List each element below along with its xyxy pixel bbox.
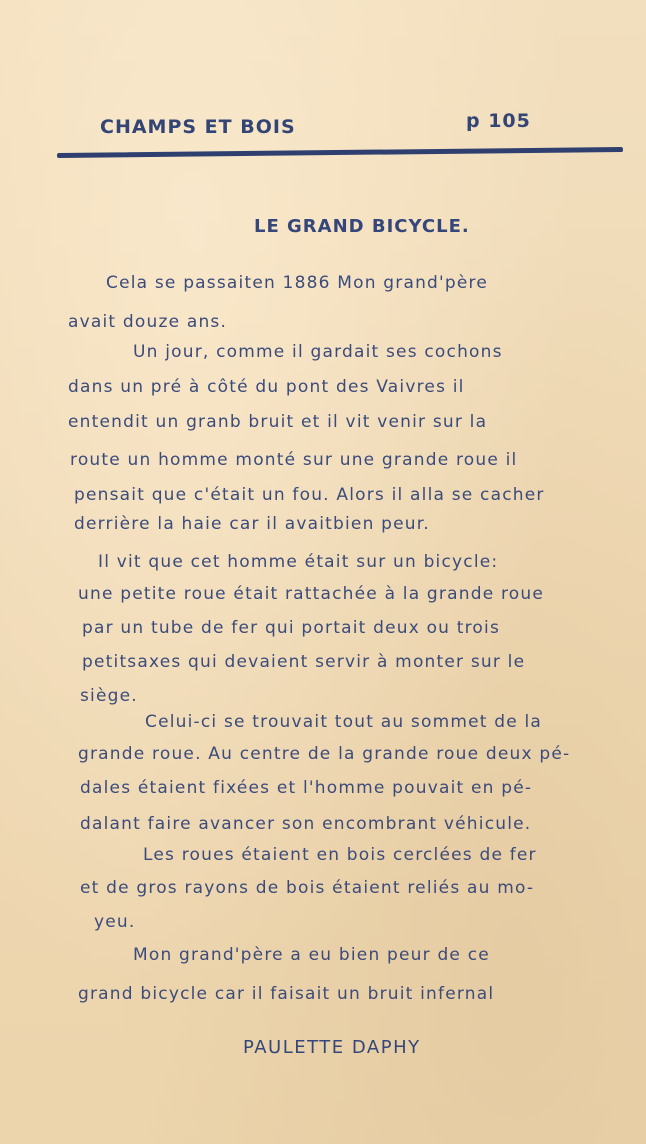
body-line: grande roue. Au centre de la grande roue deux pé- [78, 744, 571, 764]
body-line: siège. [80, 686, 138, 706]
body-line: petitsaxes qui devaient servir à monter sur le [82, 652, 526, 672]
body-line: yeu. [94, 912, 136, 932]
body-line: Celui-ci se trouvait tout au sommet de la [145, 712, 543, 732]
body-line: une petite roue était rattachée à la grande roue [78, 584, 545, 604]
body-line: entendit un granb bruit et il vit venir sur la [68, 412, 488, 432]
body-line: route un homme monté sur une grande roue il [70, 450, 518, 470]
body-line: dalant faire avancer son encombrant véhicule. [80, 814, 532, 834]
body-line: Un jour, comme il gardait ses cochons [133, 342, 503, 362]
body-line: derrière la haie car il avaitbien peur. [74, 514, 431, 534]
body-line: Mon grand'père a eu bien peur de ce [133, 945, 490, 965]
body-line: dans un pré à côté du pont des Vaivres il [68, 377, 465, 397]
author-signature: PAULETTE DAPHY [243, 1037, 421, 1058]
body-line: avait douze ans. [68, 312, 228, 332]
header-rule [57, 147, 623, 158]
body-line: par un tube de fer qui portait deux ou trois [82, 618, 501, 638]
body-line: Les roues étaient en bois cerclées de fer [143, 845, 537, 865]
article-title: LE GRAND BICYCLE. [254, 216, 470, 237]
body-line: grand bicycle car il faisait un bruit infernal [78, 984, 495, 1004]
body-line: Cela se passaiten 1886 Mon grand'père [106, 273, 489, 293]
body-line: et de gros rayons de bois étaient reliés au mo- [80, 878, 535, 898]
body-line: pensait que c'était un fou. Alors il alla se cacher [74, 485, 545, 505]
page-number: p 105 [466, 110, 531, 132]
body-line: Il vit que cet homme était sur un bicycle: [98, 552, 499, 572]
body-line: dales étaient fixées et l'homme pouvait en pé- [80, 778, 533, 798]
journal-name: CHAMPS ET BOIS [100, 116, 296, 138]
